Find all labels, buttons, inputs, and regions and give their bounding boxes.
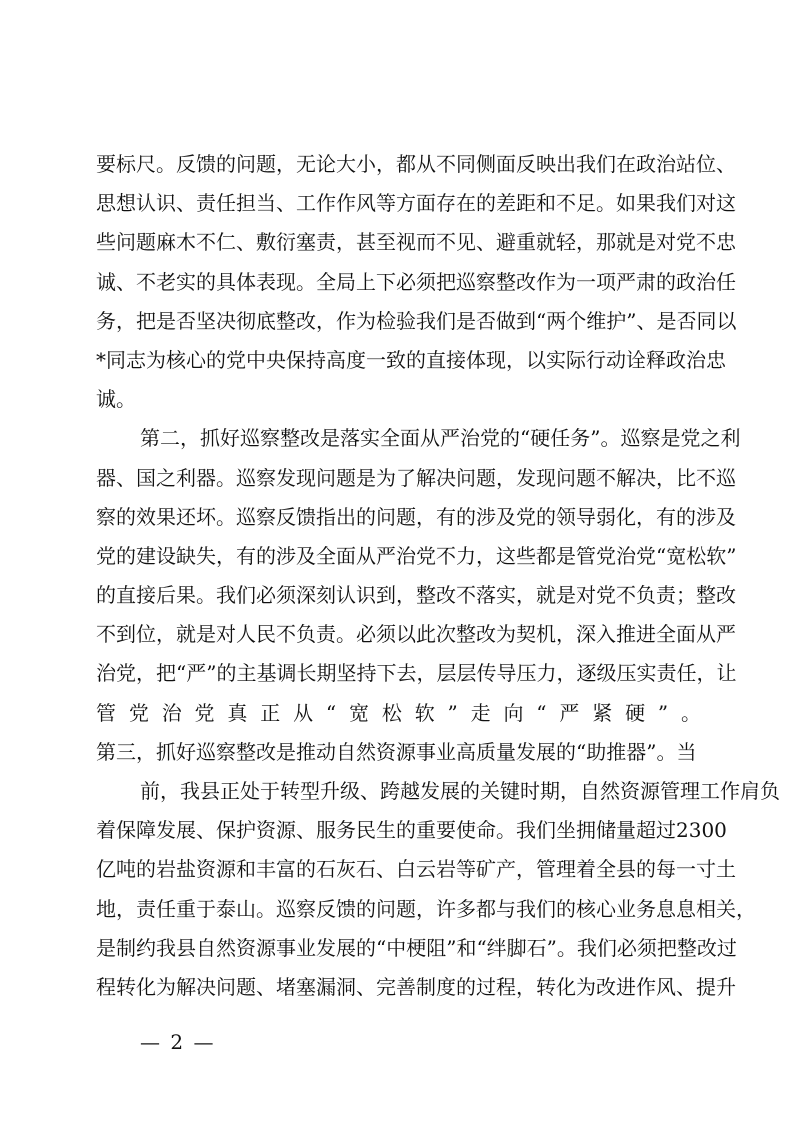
text-line: 务，把是否坚决彻底整改，作为检验我们是否做到“两个维护”、是否同以 [96, 308, 737, 333]
text-line: 不到位，就是对人民不负责。必须以此次整改为契机，深入推进全面从严 [96, 622, 736, 647]
page-number: — 2 — [140, 1030, 216, 1054]
text-line: 第三，抓好巡察整改是推动自然资源事业高质量发展的“助推器”。当 [96, 739, 697, 764]
text-line: 治党，把“严”的主基调长期坚持下去，层层传导压力，逐级压实责任，让 [96, 661, 737, 686]
text-line: 地，责任重于泰山。巡察反馈的问题，许多都与我们的核心业务息息相关， [96, 896, 756, 921]
text-line: 思想认识、责任担当、工作作风等方面存在的差距和不足。如果我们对这 [96, 191, 736, 216]
paragraph-start-line: 前，我县正处于转型升级、跨越发展的关键时期，自然资源管理工作肩负 [140, 779, 780, 803]
text-line: 些问题麻木不仁、敷衍塞责，甚至视而不见、避重就轻，那就是对党不忠 [96, 230, 736, 255]
text-line: 党的建设缺失，有的涉及全面从严治党不力，这些都是管党治党“宽松软” [96, 543, 737, 568]
paragraph-start-line: 第二，抓好巡察整改是落实全面从严治党的“硬任务”。巡察是党之利 [140, 426, 741, 451]
text-line: 是制约我县自然资源事业发展的“中梗阻”和“绊脚石”。我们必须把整改过 [96, 935, 737, 960]
text-line: 诚、不老实的具体表现。全局上下必须把巡察整改作为一项严肃的政治任 [96, 269, 736, 294]
document-body [96, 145, 780, 1046]
text-line: 察的效果还坏。巡察反馈指出的问题，有的涉及党的领导弱化，有的涉及 [96, 504, 736, 529]
text-line: 器、国之利器。巡察发现问题是为了解决问题，发现问题不解决，比不巡 [96, 465, 736, 490]
text-line: 亿吨的岩盐资源和丰富的石灰石、白云岩等矿产，管理着全县的每一寸土 [96, 857, 736, 882]
text-line: 管党治党真正从“宽松软”走向“严紧硬”。 [96, 700, 701, 725]
text-line: 的直接后果。我们必须深刻认识到，整改不落实，就是对党不负责；整改 [96, 583, 736, 608]
text-line: 程转化为解决问题、堵塞漏洞、完善制度的过程，转化为改进作风、提升 [96, 974, 736, 999]
text-line: 着保障发展、保护资源、服务民生的重要使命。我们坐拥储量超过2300 [96, 818, 727, 843]
text-line: 诚。 [96, 387, 136, 412]
text-line: 要标尺。反馈的问题，无论大小，都从不同侧面反映出我们在政治站位、 [96, 152, 736, 176]
text-line: *同志为核心的党中央保持高度一致的直接体现，以实际行动诠释政治忠 [96, 347, 726, 372]
